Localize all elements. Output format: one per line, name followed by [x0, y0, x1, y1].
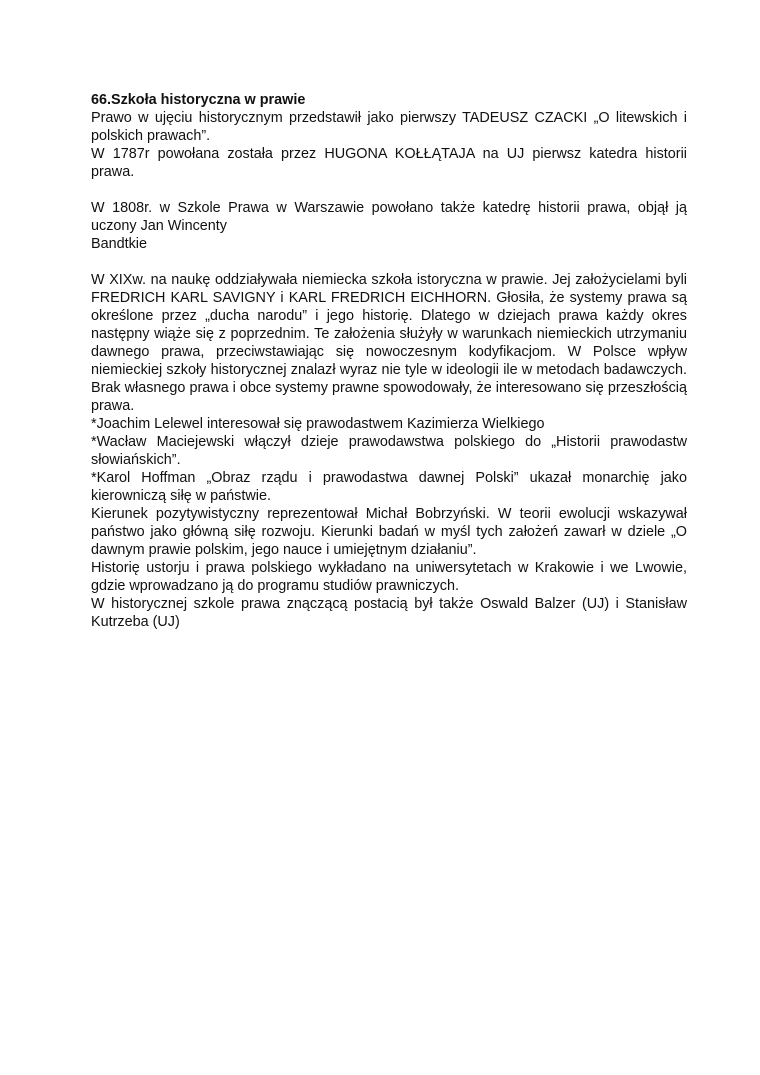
paragraph-czacki: Prawo w ujęciu historycznym przedstawił jako pierwszy TADEUSZ CZACKI „O litewskich i polskich prawach”. — [91, 110, 687, 144]
paragraph-german-school: W XIXw. na naukę oddziaływała niemiecka szkoła istoryczna w prawie. Jej założycielami byli FREDRICH KARL SAVIGNY i KARL FREDRICH EICHHORN. Głosiła, że systemy prawa są określone przez „ducha narodu” i jego historię. Dlatego w dziejach prawa każdy okres następny wiąże się z poprzednim. Te założenia służyły w warunkach niemieckich utrzymaniu dawnego prawa, przeciwstawiając się nowoczesnym kodyfikacjom. W Polsce wpływ niemieckiej szkoły historycznej znalazł wyraz nie tyle w ideologii ile w metodach badawczych. Brak własnego prawa i obce systemy prawne spowodowały, że interesowano się przeszłością prawa. — [91, 272, 687, 414]
document-body — [91, 91, 687, 631]
paragraph-universities: Historię ustorju i prawa polskiego wykładano na uniwersytetach w Krakowie i we Lwowie, gdzie wprowadzano ją do programu studiów prawniczych. — [91, 560, 687, 594]
paragraph-kollataj: W 1787r powołana została przez HUGONA KOŁŁĄTAJA na UJ pierwsz katedra historii prawa. — [91, 146, 687, 180]
paragraph-bandtkie: Bandtkie — [91, 236, 148, 252]
paragraph-warsaw-1808: W 1808r. w Szkole Prawa w Warszawie powołano także katedrę historii prawa, objął ją uczony Jan Wincenty — [91, 200, 687, 234]
paragraph-lelewel: *Joachim Lelewel interesował się prawodastwem Kazimierza Wielkiego — [91, 416, 545, 432]
paragraph-balzer-kutrzeba: W historycznej szkole prawa znączącą postacią był także Oswald Balzer (UJ) i Stanisław Kutrzeba (UJ) — [91, 596, 687, 630]
page-title: 66.Szkoła historyczna w prawie — [91, 92, 306, 108]
paragraph-hoffman: *Karol Hoffman „Obraz rządu i prawodastwa dawnej Polski” ukazał monarchię jako kierowniczą siłę w państwie. — [91, 470, 687, 504]
paragraph-maciejewski: *Wacław Maciejewski włączył dzieje prawodawstwa polskiego do „Historii prawodastw słowiańskich”. — [91, 434, 687, 468]
blank-line — [91, 181, 687, 199]
paragraph-bobrzynski: Kierunek pozytywistyczny reprezentował Michał Bobrzyński. W teorii ewolucji wskazywał państwo jako główną siłę rozwoju. Kierunki badań w myśl tych założeń zawarł w dziele „O dawnym prawie polskim, jego nauce i umiejętnym działaniu”. — [91, 506, 687, 558]
blank-line — [91, 253, 687, 271]
